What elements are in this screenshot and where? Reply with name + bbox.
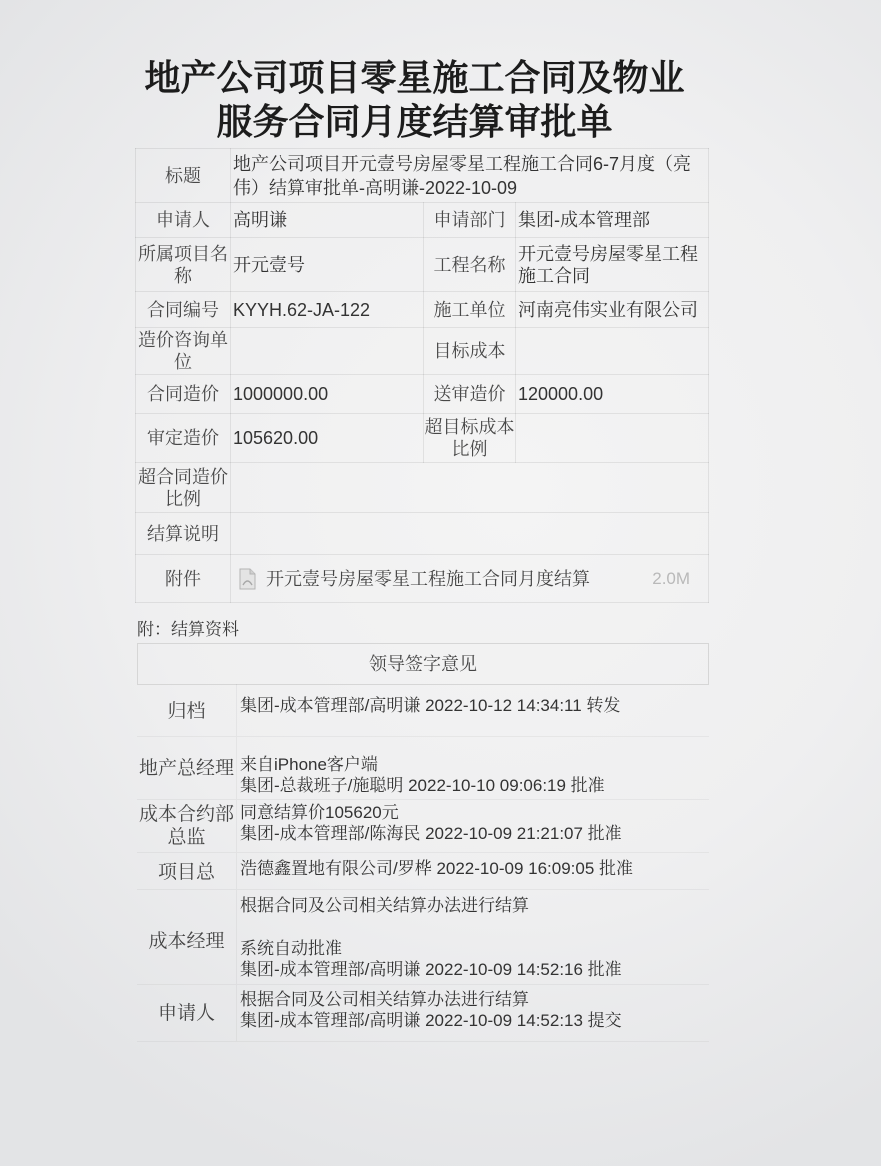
document-title-line-1: 地产公司项目零星施工合同及物业 — [144, 57, 685, 98]
field-label-contract-price: 合同造价 — [136, 375, 231, 414]
approval-content — [240, 737, 709, 799]
field-label-project: 所属项目名称 — [136, 238, 231, 292]
field-value-contract-price: 1000000.00 — [231, 375, 424, 414]
document-title — [128, 56, 701, 144]
approval-role: 成本经理 — [137, 890, 237, 984]
field-label-contractor: 施工单位 — [424, 292, 516, 328]
approval-comment: 来自iPhone客户端 — [240, 754, 378, 774]
field-value-attachment — [231, 555, 709, 603]
field-value-title: 地产公司项目开元壹号房屋零星工程施工合同6-7月度（亮伟）结算审批单-高明谦-2022-10-09 — [233, 153, 692, 198]
approval-role: 项目总 — [137, 853, 237, 889]
field-value-over-contract-ratio — [231, 463, 709, 513]
attachment-file — [233, 568, 708, 590]
approval-row-applicant — [137, 985, 709, 1042]
form-row-over-contract-ratio — [136, 463, 709, 513]
form-row-attachment — [136, 555, 709, 603]
field-label-work-name: 工程名称 — [424, 238, 516, 292]
field-value-project: 开元壹号 — [231, 238, 424, 292]
form-row-contract-price — [136, 375, 709, 414]
approval-role: 归档 — [137, 684, 237, 736]
attachment-file-name: 开元壹号房屋零星工程施工合同月度结算 — [266, 568, 590, 589]
field-label-over-target-ratio: 超目标成本比例 — [424, 414, 516, 463]
document-title-line-2: 服务合同月度结算审批单 — [216, 101, 613, 142]
field-value-submitted-price: 120000.00 — [516, 375, 709, 414]
form-row-applicant — [136, 203, 709, 238]
approval-comment: 根据合同及公司相关结算办法进行结算 — [240, 895, 529, 915]
field-value-approved-price: 105620.00 — [231, 414, 424, 463]
approval-content — [240, 853, 709, 889]
field-label-department: 申请部门 — [424, 203, 516, 238]
approval-signature: 集团-成本管理部/高明谦 2022-10-09 14:52:16 批准 — [240, 959, 622, 979]
form-row-project — [136, 238, 709, 292]
field-label-settlement-note: 结算说明 — [136, 513, 231, 555]
field-value-department: 集团-成本管理部 — [516, 203, 709, 238]
field-label-attachment: 附件 — [136, 555, 231, 603]
field-label-title: 标题 — [136, 149, 231, 203]
field-value-applicant: 高明谦 — [231, 203, 424, 238]
approval-signature: 浩德鑫置地有限公司/罗桦 2022-10-09 16:09:05 批准 — [240, 859, 634, 878]
field-cell-title — [231, 149, 709, 203]
approval-role: 成本合约部总监 — [137, 800, 237, 852]
approval-row-cost-director — [137, 800, 709, 853]
field-value-target-cost — [516, 328, 709, 375]
approval-comment: 同意结算价105620元 — [240, 803, 399, 822]
approval-role: 申请人 — [137, 985, 237, 1041]
field-label-cost-consultant: 造价咨询单位 — [136, 328, 231, 375]
field-label-applicant: 申请人 — [136, 203, 231, 238]
form-row-cost-consultant — [136, 328, 709, 375]
field-label-approved-price: 审定造价 — [136, 414, 231, 463]
approval-content — [240, 890, 709, 984]
approval-signature: 集团-成本管理部/高明谦 2022-10-12 14:34:11 转发 — [240, 696, 621, 715]
document-icon — [239, 568, 256, 590]
field-label-over-contract-ratio: 超合同造价比例 — [136, 463, 231, 513]
attachment-file-size: 2.0M — [652, 568, 691, 588]
approval-content — [240, 684, 709, 736]
approval-role: 地产总经理 — [137, 737, 237, 799]
approval-content — [240, 800, 709, 852]
field-label-target-cost: 目标成本 — [424, 328, 516, 375]
field-value-work-name: 开元壹号房屋零星工程施工合同 — [516, 238, 709, 292]
field-value-over-target-ratio — [516, 414, 709, 463]
field-value-contractor: 河南亮伟实业有限公司 — [516, 292, 709, 328]
field-value-cost-consultant — [231, 328, 424, 375]
approval-signature: 集团-总裁班子/施聪明 2022-10-10 09:06:19 批准 — [240, 775, 605, 795]
approvals-header: 领导签字意见 — [137, 643, 709, 685]
approval-row-cost-manager — [137, 890, 709, 985]
approval-signature: 集团-成本管理部/陈海民 2022-10-09 21:21:07 批准 — [240, 824, 622, 843]
appendix-note: 附：结算资料 — [137, 620, 239, 639]
field-label-contract-no: 合同编号 — [136, 292, 231, 328]
settlement-info-table — [135, 148, 709, 603]
approval-signature: 集团-成本管理部/高明谦 2022-10-09 14:52:13 提交 — [240, 1010, 622, 1030]
approval-row-general-manager — [137, 737, 709, 800]
approval-content — [240, 985, 709, 1041]
field-label-submitted-price: 送审造价 — [424, 375, 516, 414]
approval-note: 系统自动批准 — [240, 938, 342, 958]
approval-row-archive — [137, 684, 709, 737]
field-value-contract-no: KYYH.62-JA-122 — [231, 292, 424, 328]
field-value-settlement-note — [231, 513, 709, 555]
approval-comment: 根据合同及公司相关结算办法进行结算 — [240, 989, 529, 1009]
form-row-contract-no — [136, 292, 709, 328]
form-row-approved-price — [136, 414, 709, 463]
form-row-settlement-note — [136, 513, 709, 555]
approval-row-project-head — [137, 853, 709, 890]
form-row-title — [136, 149, 709, 203]
